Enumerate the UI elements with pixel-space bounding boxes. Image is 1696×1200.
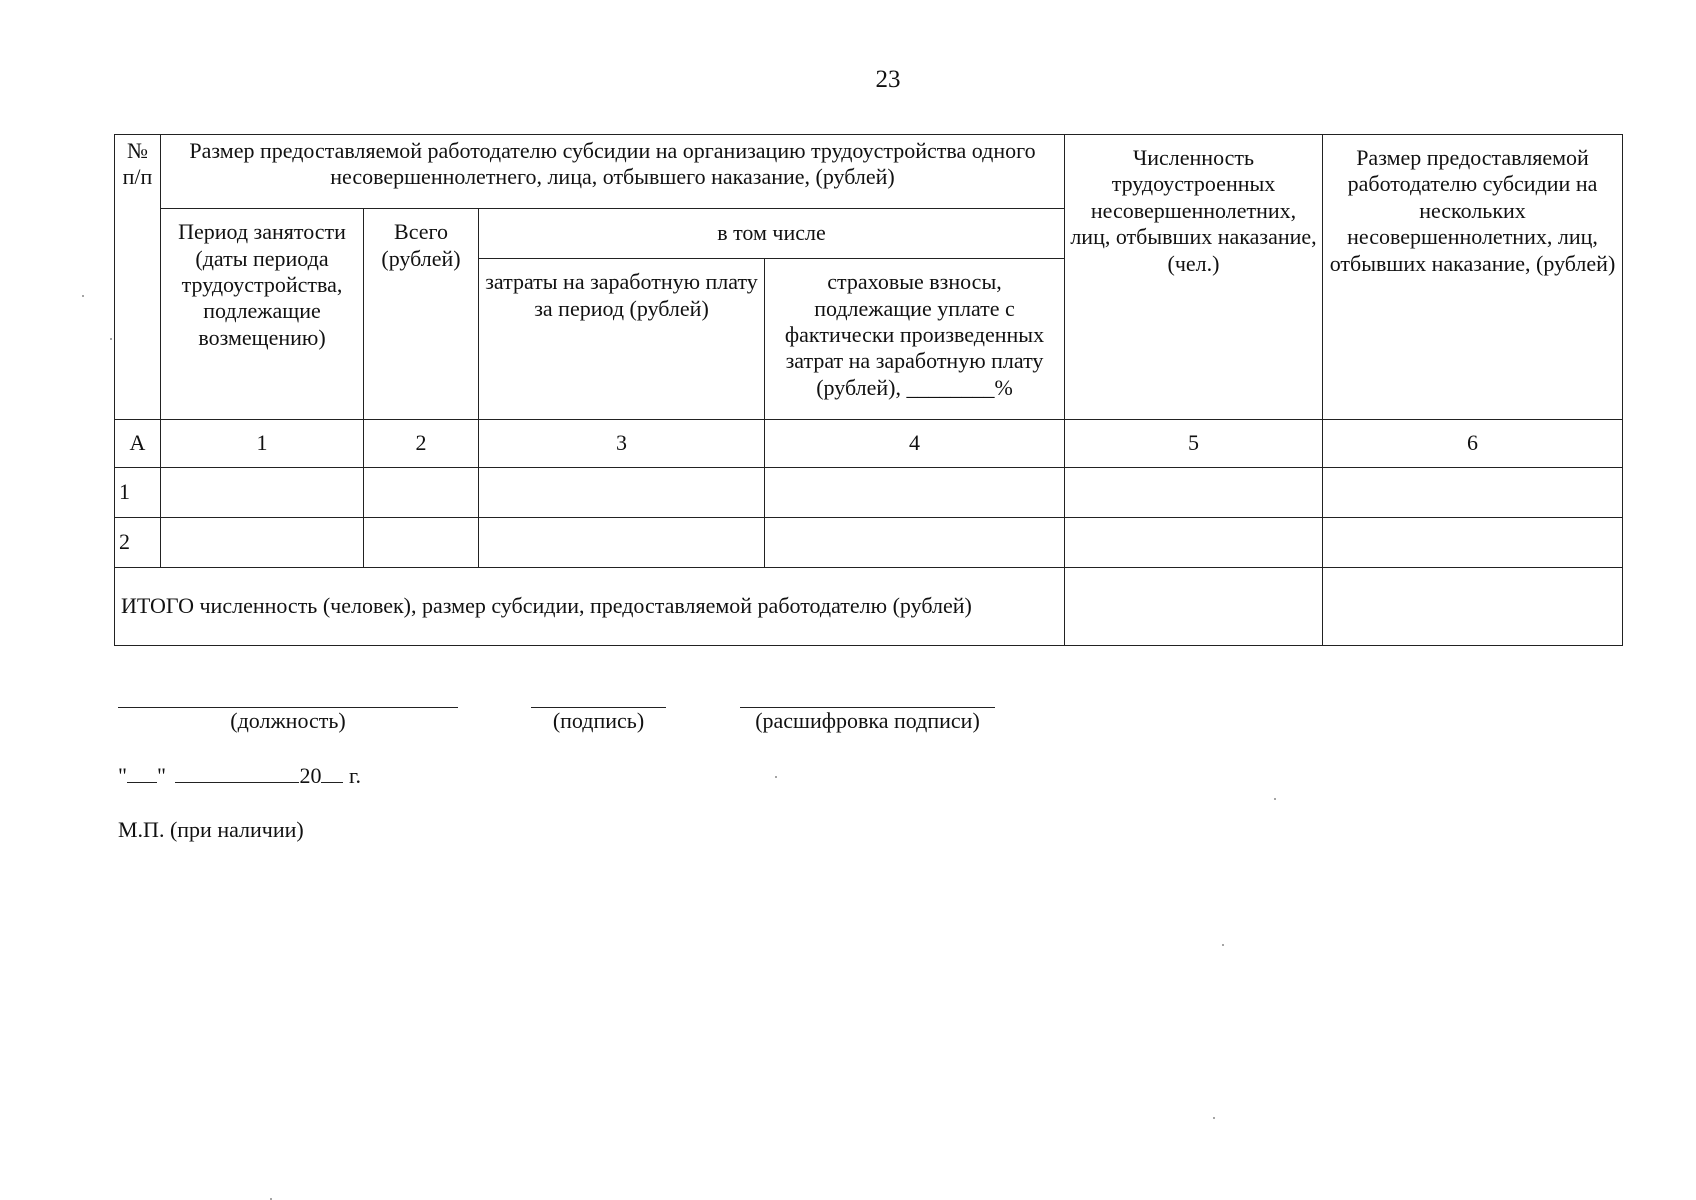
- header-insurance: страховые взносы, подлежащие уплате с фактически произведенных затрат на заработную плату (рублей), ________%: [765, 259, 1065, 419]
- stamp-label: М.П. (при наличии): [118, 817, 304, 842]
- header-subsidy-many: Размер предоставляемой работодателю субсидии на нескольких несовершеннолетних, лиц, отбывших наказание, (рублей): [1323, 135, 1623, 420]
- total-count-cell: [1065, 567, 1323, 645]
- header-total: Всего (рублей): [364, 209, 479, 419]
- year-suffix: г.: [348, 763, 362, 788]
- day-blank: [127, 760, 157, 783]
- header-subsidy-one: Размер предоставляемой работодателю субсидии на организацию трудоустройства одного несовершеннолетнего, лица, отбывшего наказание, (рублей): [161, 135, 1065, 209]
- table-cell: [1323, 517, 1623, 567]
- total-row: [115, 567, 1623, 645]
- month-blank: [175, 760, 299, 783]
- index-cell: А: [115, 419, 161, 467]
- table-row: [115, 517, 1623, 567]
- scan-speck: [110, 338, 112, 340]
- year-blank: [321, 760, 343, 783]
- table-cell: [1065, 517, 1323, 567]
- date-line: [118, 760, 361, 789]
- table-cell: [1065, 467, 1323, 517]
- index-cell: 4: [765, 419, 1065, 467]
- header-number: № п/п: [115, 135, 161, 420]
- total-subsidy-cell: [1323, 567, 1623, 645]
- decoding-signature-field: [740, 707, 995, 734]
- table-row: [115, 467, 1623, 517]
- table-cell: [479, 467, 765, 517]
- table-cell: [161, 467, 364, 517]
- scan-speck: [775, 776, 777, 778]
- position-signature-field: [118, 707, 458, 734]
- header-period: Период занятости (даты периода трудоустройства, подлежащие возмещению): [161, 209, 364, 419]
- subsidy-table: [114, 134, 1623, 646]
- scan-speck: [1274, 798, 1276, 800]
- row-number: 2: [115, 517, 161, 567]
- scan-speck: [1222, 944, 1224, 946]
- total-label: ИТОГО численность (человек), размер субсидии, предоставляемой работодателю (рублей): [115, 567, 1065, 645]
- table-cell: [364, 467, 479, 517]
- table-cell: [479, 517, 765, 567]
- index-cell: 1: [161, 419, 364, 467]
- header-salary: затраты на заработную плату за период (рублей): [479, 259, 765, 419]
- page-number: 23: [875, 66, 901, 93]
- header-including: в том числе: [479, 209, 1065, 259]
- signature-caption: (подпись): [552, 708, 645, 733]
- table-cell: [161, 517, 364, 567]
- index-cell: 5: [1065, 419, 1323, 467]
- row-number: 1: [115, 467, 161, 517]
- table-cell: [765, 467, 1065, 517]
- header-count: Численность трудоустроенных несовершеннолетних, лиц, отбывших наказание, (чел.): [1065, 135, 1323, 420]
- scan-speck: [1213, 1117, 1215, 1119]
- index-cell: 2: [364, 419, 479, 467]
- index-cell: 6: [1323, 419, 1623, 467]
- decoding-caption: (расшифровка подписи): [755, 708, 980, 733]
- index-cell: 3: [479, 419, 765, 467]
- year-prefix: 20: [299, 763, 322, 788]
- index-row: [115, 419, 1623, 467]
- table-cell: [364, 517, 479, 567]
- scan-speck: [82, 295, 84, 297]
- date-quote-close: ": [156, 763, 166, 788]
- table-cell: [1323, 467, 1623, 517]
- date-quote-open: ": [118, 763, 127, 788]
- table-cell: [765, 517, 1065, 567]
- signature-field: [531, 707, 666, 734]
- position-caption: (должность): [230, 708, 346, 733]
